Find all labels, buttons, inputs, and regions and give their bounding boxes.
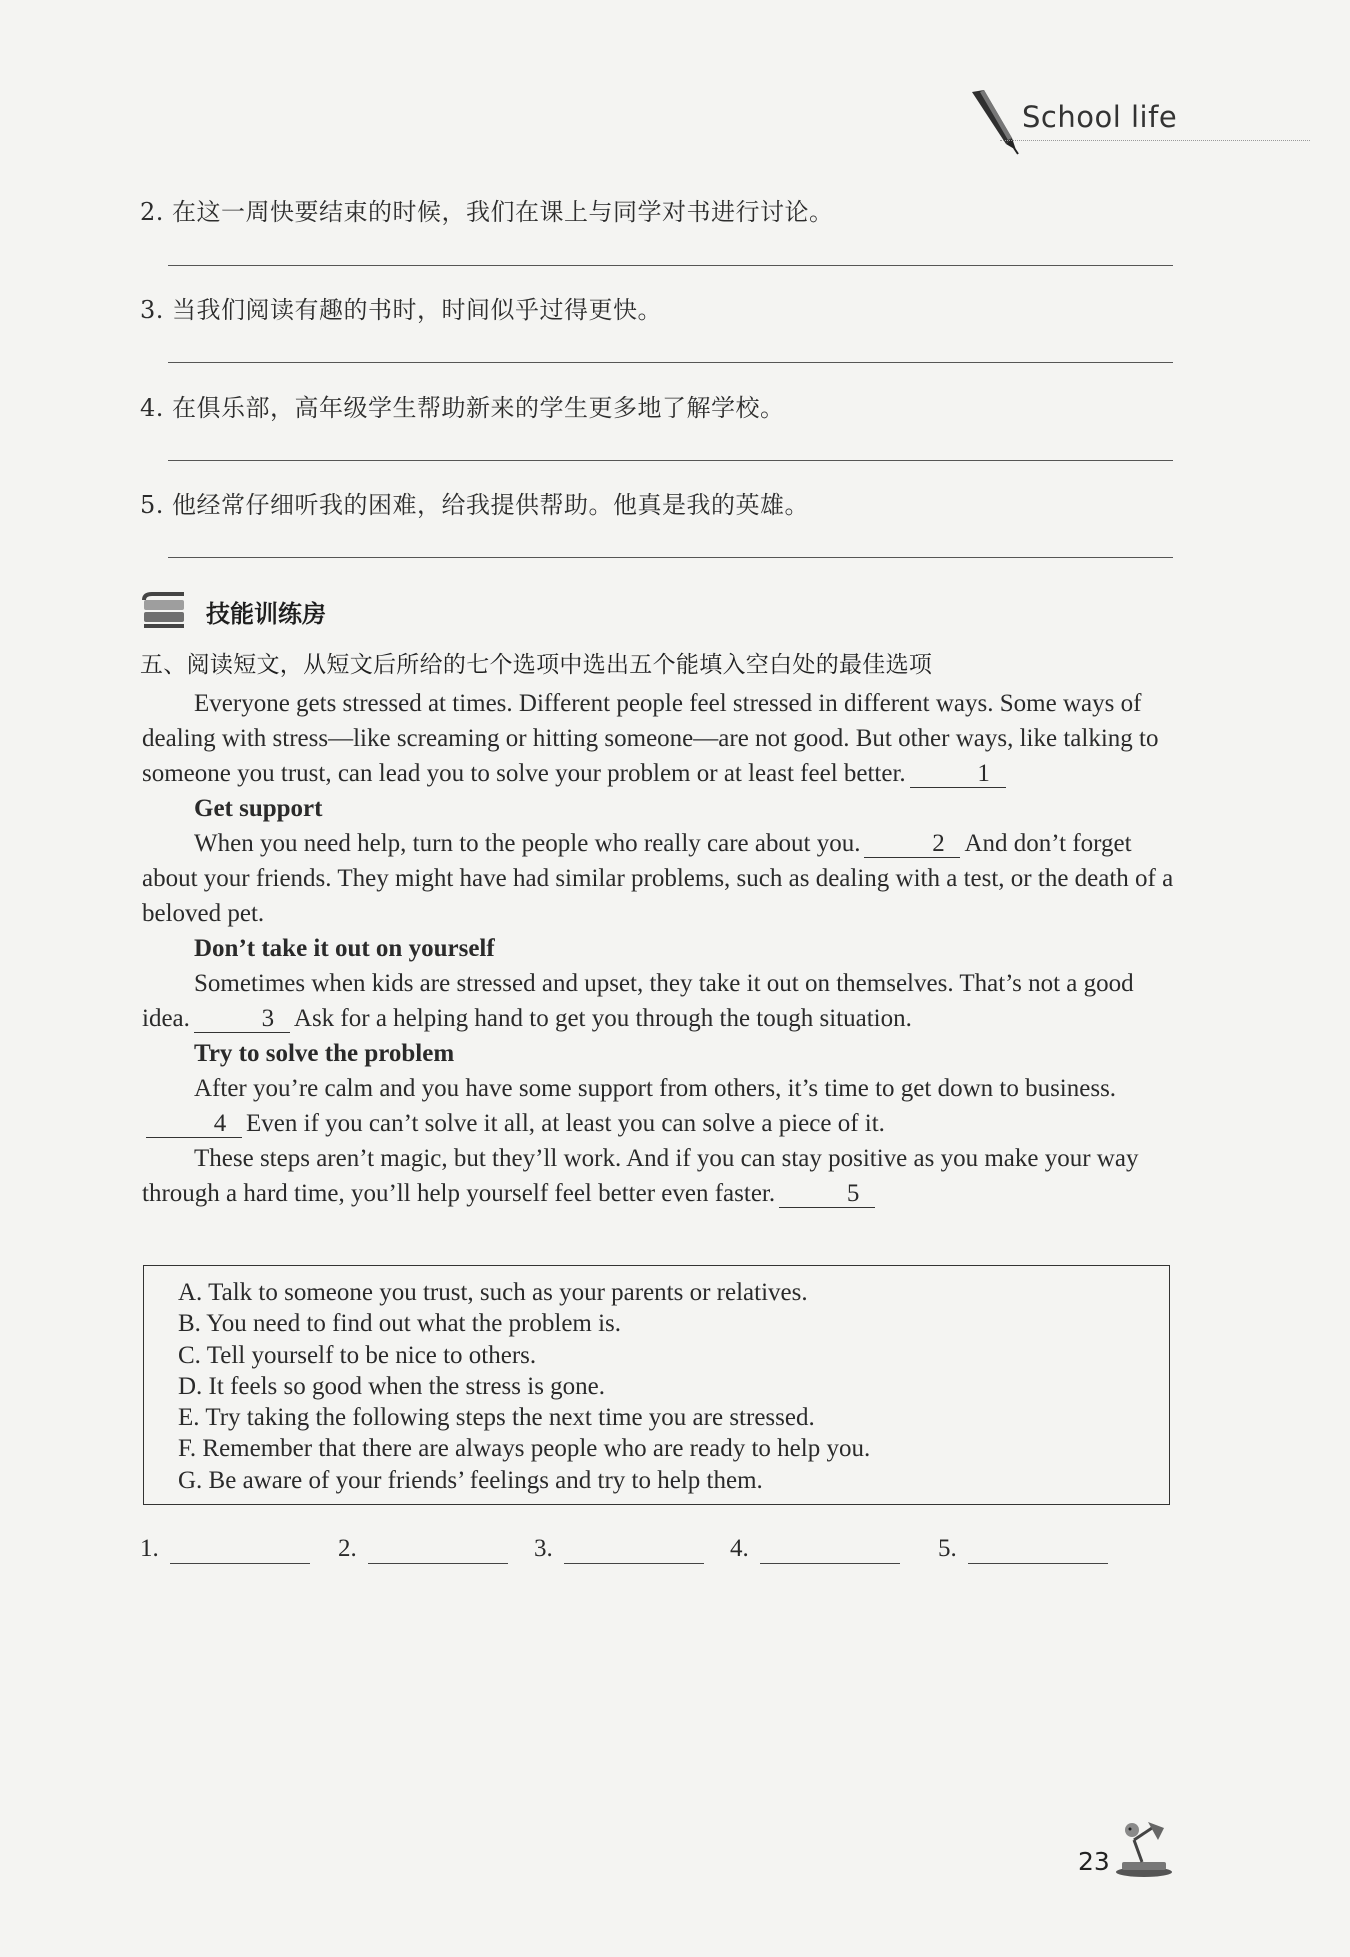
blank-2[interactable]: 2 <box>864 831 960 858</box>
passage-text: Sometimes when kids are stressed and upset, they take it out on themselves. That’s not a good idea. <box>142 970 1134 1032</box>
translation-item <box>140 290 1175 325</box>
section-title: 技能训练房 <box>206 600 326 628</box>
answer-slot <box>730 1535 749 1563</box>
answer-field[interactable] <box>564 1563 704 1564</box>
passage-text: Even if you can’t solve it all, at least you can solve a piece of it. <box>246 1110 885 1137</box>
translation-item <box>140 192 1175 227</box>
answer-label: 3. <box>534 1535 553 1562</box>
translation-prompt: 3. 当我们阅读有趣的书时，时间似乎过得更快。 <box>140 296 663 324</box>
passage-text: These steps aren’t magic, but they’ll work. And if you can stay positive as you make your way through a hard time, you’ll help yourself feel better even faster. <box>142 1145 1139 1207</box>
exercise-instruction: 五、阅读短文，从短文后所给的七个选项中选出五个能填入空白处的最佳选项 <box>140 652 933 678</box>
passage-subheading: Don’t take it out on yourself <box>194 935 495 962</box>
translation-prompt: 4. 在俱乐部，高年级学生帮助新来的学生更多地了解学校。 <box>140 394 785 422</box>
header-rule <box>1000 140 1310 141</box>
answer-slot <box>938 1535 957 1563</box>
answer-line[interactable] <box>168 265 1173 266</box>
passage-text: Everyone gets stressed at times. Different people feel stressed in different ways. Some ways of dealing with stress—like screaming or hitting someone—are not good. But other ways, like talking to someone you trust, can lead you to solve your problem or at least feel better. <box>142 690 1159 787</box>
option-d: D. It feels so good when the stress is gone. <box>178 1372 606 1400</box>
answer-line[interactable] <box>168 362 1173 363</box>
translation-prompt: 5. 他经常仔细听我的困难，给我提供帮助。他真是我的英雄。 <box>140 491 810 519</box>
answer-slot <box>534 1535 553 1563</box>
passage-text: Ask for a helping hand to get you through the tough situation. <box>293 1005 912 1032</box>
option-a: A. Talk to someone you trust, such as your parents or relatives. <box>178 1279 808 1306</box>
answer-label: 1. <box>140 1535 159 1562</box>
option-g: G. Be aware of your friends’ feelings and try to help them. <box>178 1466 763 1494</box>
translation-item <box>140 388 1175 423</box>
option-b: B. You need to find out what the problem is. <box>178 1310 622 1338</box>
passage-subheading: Try to solve the problem <box>194 1040 455 1067</box>
passage-text: After you’re calm and you have some support from others, it’s time to get down to business. <box>194 1075 1117 1102</box>
reading-passage <box>142 686 1177 1211</box>
passage-paragraph <box>142 826 1177 931</box>
option-f: F. Remember that there are always people who are ready to help you. <box>178 1435 871 1463</box>
passage-paragraph <box>142 966 1177 1036</box>
answer-label: 2. <box>338 1535 357 1562</box>
pen-icon <box>968 88 1022 156</box>
reading-lamp-mascot-icon <box>1112 1818 1176 1878</box>
passage-paragraph <box>142 1141 1177 1211</box>
page-header-title: School life <box>1022 100 1178 134</box>
answer-field[interactable] <box>760 1563 900 1564</box>
option-e: E. Try taking the following steps the next time you are stressed. <box>178 1404 815 1432</box>
section-heading <box>140 588 740 638</box>
page-header <box>960 88 1350 158</box>
answer-field[interactable] <box>368 1563 508 1564</box>
section-badge-icon <box>140 592 190 632</box>
passage-paragraph <box>142 686 1177 791</box>
passage-text: When you need help, turn to the people who really care about you. <box>194 830 861 857</box>
blank-4[interactable]: 4 <box>146 1111 242 1138</box>
answer-row <box>140 1535 1180 1575</box>
answer-field[interactable] <box>968 1563 1108 1564</box>
translation-prompt: 2. 在这一周快要结束的时候，我们在课上与同学对书进行讨论。 <box>140 198 834 226</box>
blank-1[interactable]: 1 <box>910 761 1006 788</box>
answer-slot <box>140 1535 159 1563</box>
option-c: C. Tell yourself to be nice to others. <box>178 1341 537 1369</box>
answer-label: 5. <box>938 1535 957 1562</box>
page-number: 23 <box>1078 1847 1110 1876</box>
blank-3[interactable]: 3 <box>194 1006 290 1033</box>
translation-item <box>140 485 1175 520</box>
answer-field[interactable] <box>170 1563 310 1564</box>
passage-text: And don’t forget about your friends. They might have had similar problems, such as dealing with a test, or the death of a beloved pet. <box>142 830 1174 927</box>
blank-5[interactable]: 5 <box>779 1181 875 1208</box>
answer-line[interactable] <box>168 460 1173 461</box>
options-box <box>143 1265 1170 1505</box>
answer-label: 4. <box>730 1535 749 1562</box>
passage-subheading: Get support <box>194 795 323 822</box>
answer-slot <box>338 1535 357 1563</box>
passage-paragraph <box>142 1071 1177 1141</box>
answer-line[interactable] <box>168 557 1173 558</box>
